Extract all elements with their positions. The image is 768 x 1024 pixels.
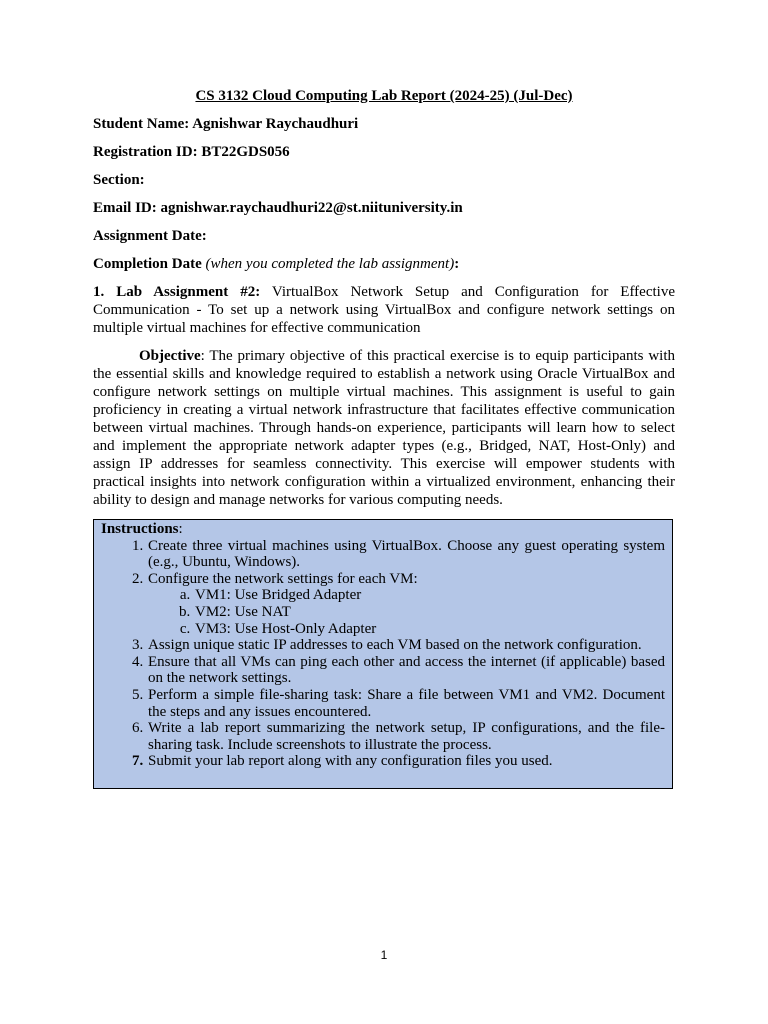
- field-label: Assignment Date:: [93, 228, 207, 244]
- field-label: Registration ID:: [93, 144, 198, 160]
- vm-sublist: [148, 587, 665, 637]
- instructions-box: [93, 519, 673, 789]
- instructions-colon: :: [178, 521, 183, 537]
- instruction-text: Write a lab report summarizing the network setup, IP configurations, and the file-sharing task. Include screenshots to illustrate the process.: [148, 720, 665, 753]
- assignment-text: VirtualBox Network Setup and Configuration for Effective Communication - To set up a network using VirtualBox and configure network settings on multiple virtual machines for effective communication: [93, 284, 675, 336]
- instruction-step: [147, 720, 665, 753]
- assignment-paragraph: [93, 283, 675, 337]
- field-label: Email ID:: [93, 200, 157, 216]
- objective-text: : The primary objective of this practical exercise is to equip participants with the essential skills and knowledge required to establish a network using Oracle VirtualBox and configure network settings on multiple virtual machines. This assignment is useful to gain proficiency in creating a virtual network infrastructure that facilitates effective communication between virtual machines. Through hands-on experience, participants will learn how to select and implement the appropriate network adapter types (e.g., Bridged, NAT, Host-Only) and assign IP addresses for seamless connectivity. This exercise will empower students with practical insights into network configuration within a virtualized environment, enhancing their ability to design and manage networks for various computing needs.: [93, 348, 675, 508]
- student-name-field: [93, 115, 675, 133]
- registration-id-value: BT22GDS056: [201, 144, 290, 160]
- substep-text: VM1: Use Bridged Adapter: [195, 587, 362, 604]
- assignment-heading: 1. Lab Assignment #2:: [93, 284, 261, 300]
- completion-date-field: [93, 255, 675, 273]
- instruction-step: [147, 753, 665, 770]
- document-body: [93, 87, 675, 519]
- instruction-text: Configure the network settings for each VM:: [148, 570, 418, 587]
- instruction-text: Perform a simple file-sharing task: Share a file between VM1 and VM2. Document the steps and any issues encountered.: [148, 686, 665, 720]
- instruction-text: Create three virtual machines using VirtualBox. Choose any guest operating system (e.g., Ubuntu, Windows).: [148, 537, 665, 571]
- email-id-value: agnishwar.raychaudhuri22@st.niituniversity.in: [160, 200, 463, 216]
- instruction-text: Submit your lab report along with any configuration files you used.: [148, 753, 553, 770]
- substep-text: VM3: Use Host-Only Adapter: [195, 620, 377, 637]
- instructions-list: [101, 538, 665, 770]
- assignment-date-field: [93, 227, 675, 245]
- vm-substep: [194, 604, 665, 621]
- page-number: 1: [380, 948, 388, 962]
- document-title: CS 3132 Cloud Computing Lab Report (2024-25) (Jul-Dec): [195, 88, 573, 104]
- completion-colon: :: [454, 256, 460, 272]
- section-field: [93, 171, 675, 189]
- instruction-step: [147, 538, 665, 571]
- completion-date-note: (when you completed the lab assignment): [205, 256, 455, 272]
- student-name-value: Agnishwar Raychaudhuri: [192, 116, 359, 132]
- objective-paragraph: [93, 347, 675, 509]
- substep-text: VM2: Use NAT: [195, 603, 291, 620]
- vm-substep: [194, 621, 665, 638]
- email-id-field: [93, 199, 675, 217]
- instructions-heading: Instructions: [101, 521, 179, 537]
- field-label: Student Name:: [93, 116, 190, 132]
- instruction-step: [147, 654, 665, 687]
- instruction-step: [147, 687, 665, 720]
- instruction-text: Assign unique static IP addresses to each VM based on the network configuration.: [148, 637, 642, 654]
- instruction-step: [147, 571, 665, 637]
- objective-label: Objective: [139, 348, 201, 364]
- instruction-step: [147, 637, 665, 654]
- instructions-header: [101, 521, 665, 538]
- vm-substep: [194, 587, 665, 604]
- field-label: Completion Date: [93, 256, 202, 272]
- instruction-text: Ensure that all VMs can ping each other and access the internet (if applicable) based on the network settings.: [148, 653, 665, 687]
- registration-id-field: [93, 143, 675, 161]
- field-label: Section:: [93, 172, 145, 188]
